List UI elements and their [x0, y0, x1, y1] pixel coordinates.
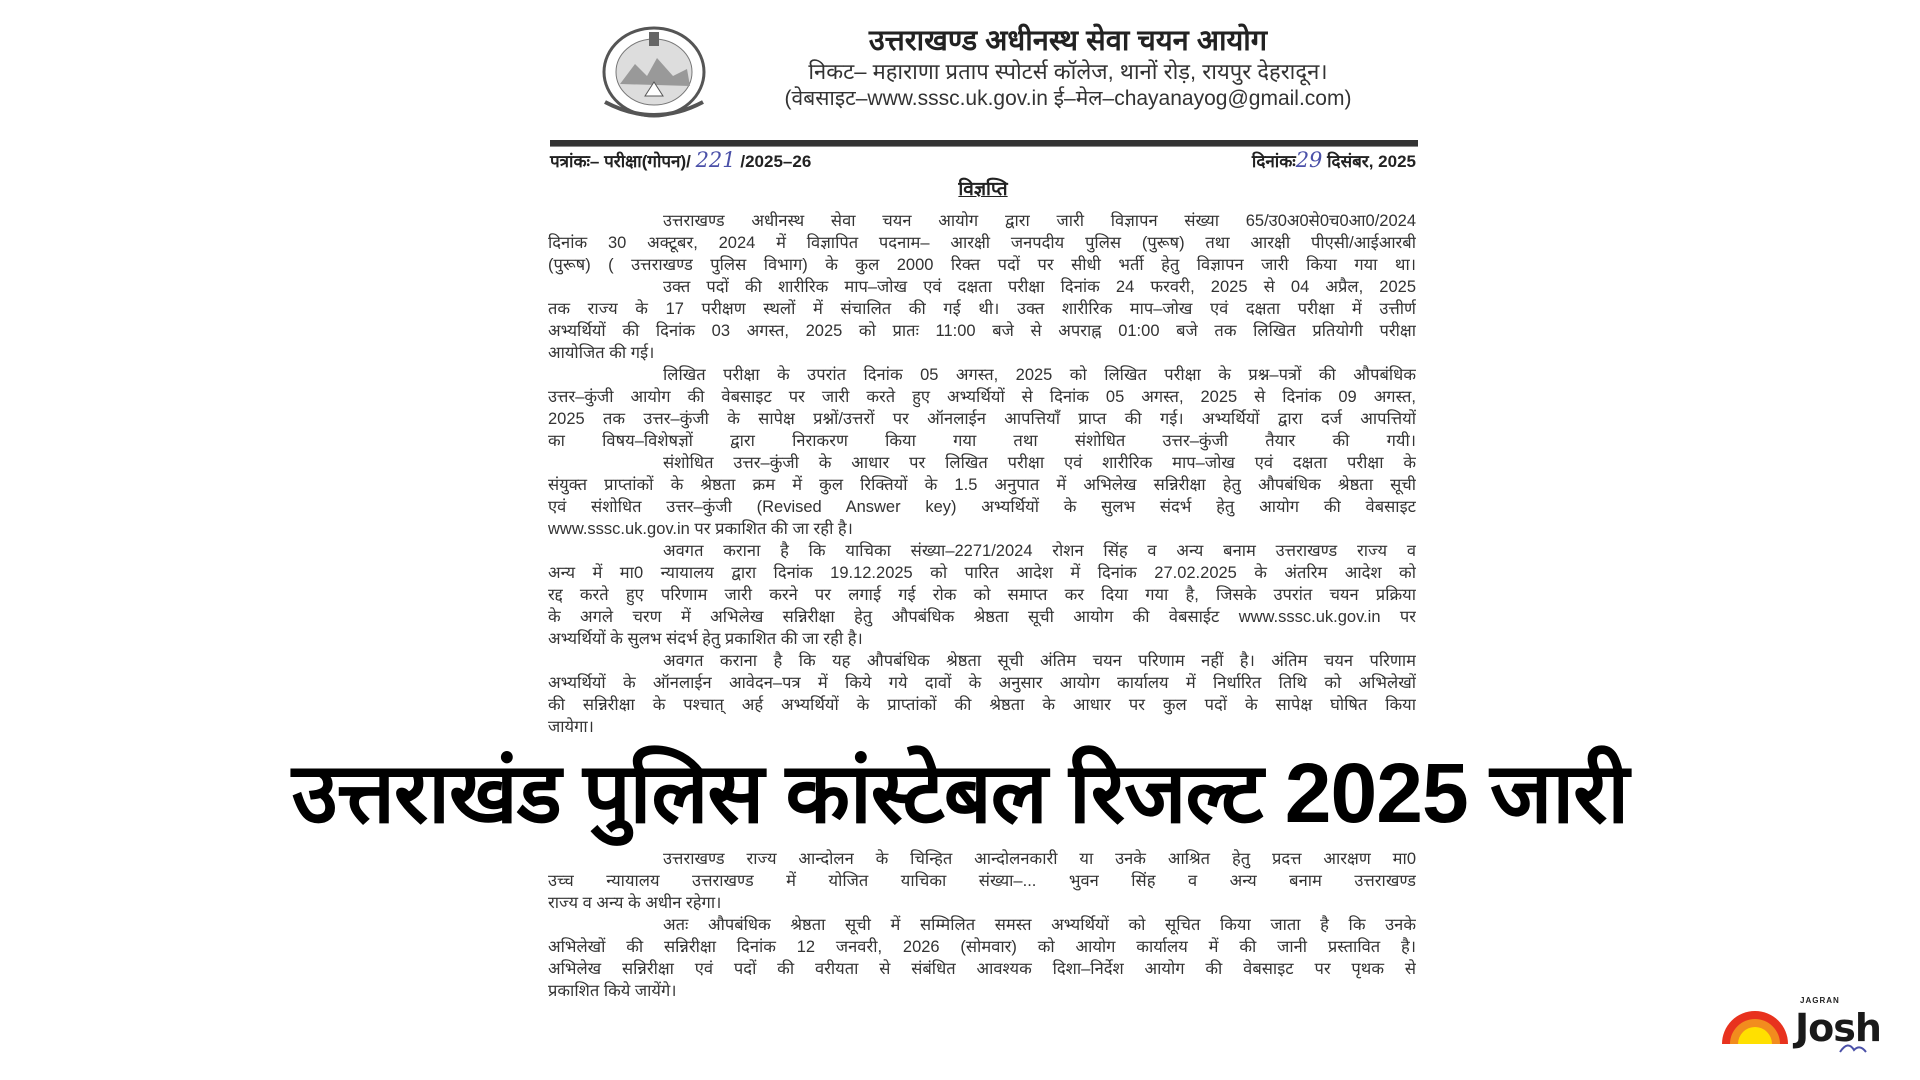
paragraph-line: अभ्यर्थियों की दिनांक 03 अगस्त, 2025 को प्रातः 11:00 बजे से अपराह्न 01:00 बजे तक लिखित प्रतियोगी परीक्षा — [548, 322, 1416, 340]
notice-paragraph — [548, 452, 1416, 540]
brand-josh: Josh — [1795, 1006, 1881, 1050]
notice-document — [548, 0, 1418, 1080]
paragraph-line: उच्च न्यायालय उत्तराखण्ड में योजित याचिका संख्या–... भुवन सिंह व अन्य बनाम उत्तराखण्ड — [548, 872, 1416, 890]
notice-paragraph — [548, 848, 1416, 914]
paragraph-line: (पुरूष) ( उत्तराखण्ड पुलिस विभाग) के कुल 2000 रिक्त पदों पर सीधी भर्ती हेतु विज्ञापन जारी किया गया था। — [548, 256, 1416, 274]
organization-name: उत्तराखण्ड अधीनस्थ सेवा चयन आयोग — [868, 25, 1268, 57]
notice-paragraph — [548, 540, 1416, 650]
reference-suffix: /2025–26 — [735, 152, 812, 171]
paragraph-line: अभ्यर्थियों के ऑनलाईन आवेदन–पत्र में किये गये दावों के अनुसार आयोग कार्यालय में निर्धारित तिथि को अभिलेखों — [548, 674, 1416, 692]
paragraph-line: अभिलेख सन्निरीक्षा एवं पदों की वरीयता से संबंधित आवश्यक दिशा–निर्देश आयोग की वेबसाइट पर पृथक से — [548, 960, 1416, 978]
paragraph-line: संशोधित उत्तर–कुंजी के आधार पर लिखित परीक्षा एवं शारीरिक माप–जोख एवं दक्षता परीक्षा के — [663, 454, 1416, 472]
paragraph-line: www.sssc.uk.gov.in पर प्रकाशित की जा रही है। — [548, 520, 853, 538]
paragraph-line: 2025 तक उत्तर–कुंजी के सापेक्ष प्रश्नों/उत्तरों पर ऑनलाईन आपत्तियाँ प्राप्त की गई। अभ्यर्थियों द्वारा दर्ज आपत्तियों — [548, 410, 1416, 428]
date-suffix: दिसंबर, 2025 — [1322, 152, 1416, 171]
organization-address: निकट– महाराणा प्रताप स्पोटर्स कॉलेज, थानों रोड़, रायपुर देहरादून। — [808, 59, 1328, 84]
notice-paragraph — [548, 210, 1416, 276]
reference-handwritten-number: 221 — [695, 148, 736, 172]
paragraph-line: प्रकाशित किये जायेंगे। — [548, 982, 677, 1000]
date-handwritten-day: 29 — [1295, 148, 1323, 172]
paragraph-line: की सन्निरीक्षा के पश्चात् अर्ह अभ्यर्थियों के प्राप्तांकों की श्रेष्ठता के आधार पर कुल पदों के सापेक्ष घोषित किया — [548, 696, 1416, 714]
notice-paragraph — [548, 364, 1416, 452]
reference-prefix: पत्रांकः– परीक्षा(गोपन)/ — [550, 152, 696, 171]
paragraph-line: अतः औपबंधिक श्रेष्ठता सूची में सम्मिलित समस्त अभ्यर्थियों को सूचित किया जाता है कि उनके — [663, 916, 1416, 934]
header-divider — [550, 140, 1418, 147]
notice-paragraph — [548, 276, 1416, 364]
organization-contact: (वेबसाइट–www.sssc.uk.gov.in ई–मेल–chayanayog@gmail.com) — [784, 87, 1352, 110]
paragraph-line: रद्द करते हुए परिणाम जारी करने पर लगाई गई रोक को समाप्त कर दिया गया है, जिसके उपरांत चयन प्रक्रिया — [548, 586, 1416, 604]
paragraph-line: उक्त पदों की शारीरिक माप–जोख एवं दक्षता परीक्षा दिनांक 24 फरवरी, 2025 से 04 अप्रैल, 2025 — [663, 278, 1416, 296]
paragraph-line: आयोजित की गई। — [548, 344, 655, 362]
notice-title: विज्ञप्ति — [958, 179, 1008, 200]
paragraph-line: अभिलेखों की सन्निरीक्षा दिनांक 12 जनवरी, 2026 (सोमवार) को आयोग कार्यालय में की जानी प्रस्तावित है। — [548, 938, 1416, 956]
reference-number — [550, 148, 811, 172]
paragraph-line: उत्तराखण्ड राज्य आन्दोलन के चिन्हित आन्दोलनकारी या उनके आश्रित हेतु प्रदत्त आरक्षण मा0 — [663, 850, 1416, 868]
paragraph-line: अवगत कराना है कि यह औपबंधिक श्रेष्ठता सूची अंतिम चयन परिणाम नहीं है। अंतिम चयन परिणाम — [663, 652, 1416, 670]
notice-date — [1252, 148, 1416, 172]
sun-logo-icon — [1720, 1006, 1790, 1046]
paragraph-line: उत्तर–कुंजी आयोग की वेबसाइट पर जारी करते हुए अभ्यर्थियों से दिनांक 05 अगस्त, 2025 से दिनांक 09 अगस्त, — [548, 388, 1416, 406]
notice-paragraph — [548, 650, 1416, 738]
paragraph-line: उत्तराखण्ड अधीनस्थ सेवा चयन आयोग द्वारा जारी विज्ञापन संख्या 65/उ0अ0से0च0आ0/2024 — [663, 212, 1416, 230]
paragraph-line: एवं संशोधित उत्तर–कुंजी (Revised Answer key) अभ्यर्थियों के सुलभ संदर्भ हेतु आयोग की वेबसाइट — [548, 498, 1416, 516]
paragraph-line: राज्य व अन्य के अधीन रहेगा। — [548, 894, 722, 912]
paragraph-line: अभ्यर्थियों के सुलभ संदर्भ हेतु प्रकाशित की जा रही है। — [548, 630, 863, 648]
paragraph-line: तक राज्य के 17 परीक्षण स्थलों में संचालित की गई थी। उक्त शारीरिक माप–जोख एवं दक्षता परीक्षा में उत्तीर्ण — [548, 300, 1416, 318]
notice-paragraph — [548, 914, 1416, 1002]
jagran-josh-logo — [1720, 996, 1890, 1056]
headline-overlay: उत्तराखंड पुलिस कांस्टेबल रिजल्ट 2025 जारी — [291, 746, 1629, 840]
paragraph-line: लिखित परीक्षा के उपरांत दिनांक 05 अगस्त, 2025 को लिखित परीक्षा के प्रश्न–पत्रों की औपबंधिक — [663, 366, 1416, 384]
paragraph-line: के अगले चरण में अभिलेख सन्निरीक्षा हेतु औपबंधिक श्रेष्ठता सूची आयोग की वेबसाईट www.sssc.uk.gov.in पर — [548, 608, 1416, 626]
paragraph-line: अन्य में मा0 न्यायालय द्वारा दिनांक 19.12.2025 को पारित आदेश में दिनांक 27.02.2025 के अंतरिम आदेश को — [548, 564, 1416, 582]
date-prefix: दिनांकः — [1251, 152, 1296, 171]
paragraph-line: अवगत कराना है कि याचिका संख्या–2271/2024 रोशन सिंह व अन्य बनाम उत्तराखण्ड राज्य व — [663, 542, 1416, 560]
paragraph-line: जायेगा। — [548, 718, 594, 736]
commission-seal-icon — [595, 24, 713, 124]
brand-jagran: JAGRAN — [1800, 996, 1840, 1005]
notice-body — [548, 210, 1416, 1002]
paragraph-line: संयुक्त प्राप्तांकों के श्रेष्ठता क्रम में कुल रिक्तियों के 1.5 अनुपात में अभिलेख सन्निरीक्षा हेतु औपबंधिक श्रेष्ठता सूची — [548, 476, 1416, 494]
paragraph-line: दिनांक 30 अक्टूबर, 2024 में विज्ञापित पदनाम– आरक्षी जनपदीय पुलिस (पुरूष) तथा आरक्षी पीएसी/आईआरबी — [548, 234, 1416, 252]
paragraph-line: का विषय–विशेषज्ञों द्वारा निराकरण किया गया तथा संशोधित उत्तर–कुंजी तैयार की गयी। — [548, 432, 1416, 450]
